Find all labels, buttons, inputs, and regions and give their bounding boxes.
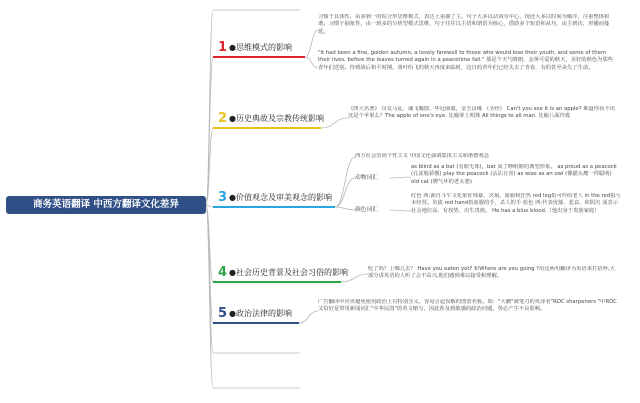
branch-number: 2 [218, 111, 228, 126]
connector-empty-top [206, 10, 213, 205]
connector-note [305, 30, 318, 57]
branch-number: 3 [218, 190, 228, 205]
branch-politics-law[interactable] [218, 307, 292, 321]
branch-thinking-mode[interactable] [218, 41, 292, 55]
branch-number: 4 [218, 265, 228, 280]
connector-note [390, 210, 411, 211]
branch-underline [213, 206, 335, 208]
branch-label: ●政治法律的影响 [229, 309, 293, 318]
note-text: "It had been a fine, golden autumn, a lovely farewell to those who would lose their youth, and some of them their lives, before the leaves turned again in a peacetime fall." 那是个天气晴朗，金黄可爱的秋天，美好的秋色为那些青年们送别。待到战后和平时期，黄叶纷飞的秋天再度来临时，这日的青年们已经失去了青春，有的甚至丧失了生命。 [318, 50, 614, 71]
connector-branch-3 [206, 205, 213, 207]
branch-number: 1 [218, 40, 228, 55]
branch-history-religion[interactable] [218, 112, 324, 126]
branch-underline [213, 127, 321, 129]
note-text: as blind as a bat (有眼无珠)，bat 成了睁眼瞎的典型形象。 as proud as a peacock (孔雀般骄傲) play the peacock (沾沾自喜) as wise as an owl (像猫头鹰一样聪明) old cat (脾气坏的老太婆) [411, 164, 617, 185]
branch-label: ●社会历史背景及社会习俗的影响 [229, 268, 349, 277]
connector-note [390, 177, 411, 178]
note-text: 广告翻译中应该避免使用政治上有特别含义，容易引起误解的图惹名称。如："大鹏"被笔刀的英译名"ROC sharpeners "中ROC 又恰好是带用新闻词汇"中华民国"的英文缩写，因此涉及到敏感的政治问题，势必产生不良影响。 [318, 299, 617, 313]
branch-underline [213, 322, 299, 324]
connector-note [299, 311, 318, 323]
note-text: 西方社会崇尚个性主义 中国文化强调集体主义和谐德观念 [355, 153, 490, 159]
branch-label: ●历史典故及宗教传统影响 [229, 114, 325, 123]
connector-note [335, 157, 355, 207]
root-topic[interactable]: 商务英语翻译 中西方翻译文化差异 [6, 196, 206, 214]
note-text: 《四大名著》 员荒马乱、魂飞魄散、华冠丽服，金玉良缘 《圣经》 Can't you see it is an apple? 难道你看不出这是个苹果么？The apple of one's eye. 比喻掌上明珠 All things to all man. 比喻八面玲珑 [348, 106, 615, 120]
sub-topic-color-words[interactable]: 颜色词汇 [355, 207, 379, 213]
sub-topic-animal-words[interactable]: 动物词汇 [355, 175, 379, 181]
branch-social-customs[interactable] [218, 266, 348, 280]
branch-number: 5 [218, 306, 228, 321]
connector-note [305, 57, 318, 68]
branch-underline [213, 56, 305, 58]
connector-sub [335, 207, 355, 210]
note-text: 吃了吗？上哪儿去？ Have you eaten yet? 和Where are you going ?用这两句翻译为英语来打招呼,大部分讲英语的人听了会不高兴,他们感到难以接受和理解。 [368, 266, 615, 280]
branch-label: ●思维模式的影响 [229, 43, 293, 52]
branch-label: ●价值观念及审美观念的影响 [229, 193, 333, 202]
note-text: 习惯于具体性，由多到一的综合形思维模式，表达上重描了主。句子大多以动词为中心，现还大多以时间为顺序，注重整体和谐。习惯于抽象性，由一到多的分析型模式思维，句子往往以主语和谓语为核心，借助多个短语和从句，由主到次，形播而蔓延。 [318, 14, 610, 35]
connector-empty-2 [206, 205, 213, 388]
connector-note [321, 118, 348, 128]
branch-values-aesthetics[interactable] [218, 191, 332, 205]
note-text: 红色 西:源自斗牛文化象征残暴、灾祸、血腥和狂热 red leg指可怜的老人 in the red指亏本经营。负债 red hand指血腥的手，杀人的手 蓝色 西:代表忧郁、悲哀、和阴沉 成表示社会地位高、有权势、出生贵族。 He has a blue blood.（他出身于贵族家庭） [411, 193, 621, 214]
branch-underline [213, 281, 341, 283]
